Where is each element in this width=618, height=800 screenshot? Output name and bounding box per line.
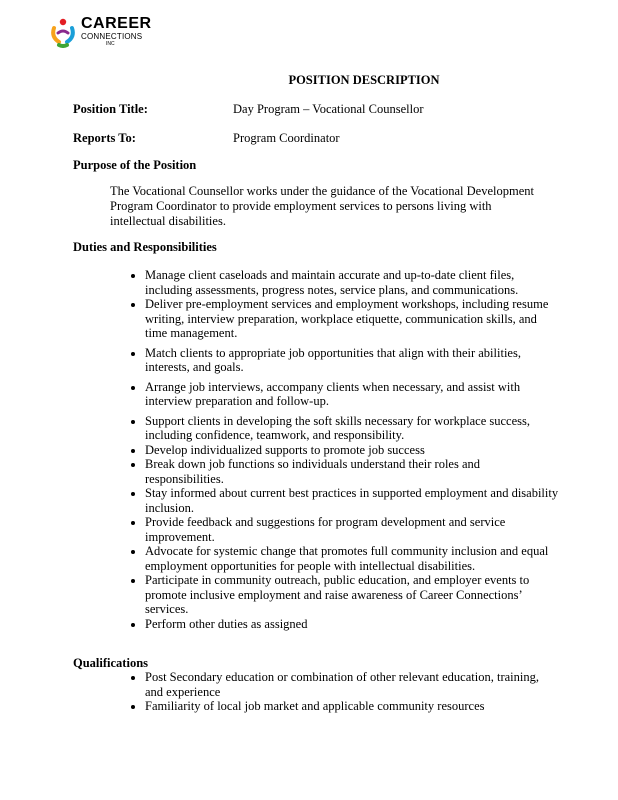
reports-to-value: Program Coordinator [233, 131, 340, 145]
list-item: • Deliver pre-employment services and employment workshops, including resume writing, interview preparation, workplace etiquette, communication skills, and time management. [145, 297, 560, 341]
reports-to-label: Reports To: [73, 131, 136, 145]
position-title-value: Day Program – Vocational Counsellor [233, 102, 424, 116]
document-title: POSITION DESCRIPTION [288, 73, 440, 87]
position-title-label: Position Title: [73, 102, 148, 116]
list-item: • Break down job functions so individuals understand their roles and responsibilities. [145, 457, 560, 486]
qualifications-heading: Qualifications [73, 656, 149, 670]
list-item: • Support clients in developing the soft skills necessary for workplace success, including confidence, teamwork, and responsibility. [145, 414, 560, 443]
list-item: • Provide feedback and suggestions for program development and service improvement. [145, 515, 560, 544]
list-item: • Advocate for systemic change that promotes full community inclusion and equal employment opportunities for people with intellectual disabilities. [145, 544, 560, 573]
logo-suffix: INC [106, 41, 115, 47]
logo-mark-icon [48, 18, 78, 48]
list-item: • Develop individualized supports to promote job success [145, 443, 560, 458]
career-connections-logo [48, 14, 152, 52]
list-item: • Participate in community outreach, public education, and employer events to promote inclusive employment and raise awareness of Career Connections’ services. [145, 573, 560, 617]
list-item: • Arrange job interviews, accompany clients when necessary, and assist with interview preparation and follow-up. [145, 380, 560, 409]
purpose-heading: Purpose of the Position [73, 158, 197, 172]
list-item: • Post Secondary education or combination of other relevant education, training, and experience [145, 670, 560, 699]
list-item: • Familiarity of local job market and applicable community resources [145, 699, 560, 714]
logo-wordmark: CAREER [81, 15, 152, 32]
qualifications-list [110, 670, 560, 714]
logo-subtitle: CONNECTIONS [81, 32, 143, 41]
list-item: • Perform other duties as assigned [145, 617, 560, 632]
list-item: • Manage client caseloads and maintain accurate and up-to-date client files, including assessments, progress notes, service plans, and communications. [145, 268, 560, 297]
duties-heading: Duties and Responsibilities [73, 240, 217, 254]
duties-list [110, 268, 560, 631]
list-item: • Stay informed about current best practices in supported employment and disability inclusion. [145, 486, 560, 515]
list-item: • Match clients to appropriate job opportunities that align with their abilities, interests, and goals. [145, 346, 560, 375]
purpose-text: The Vocational Counsellor works under the guidance of the Vocational Development Program Coordinator to provide employment services to persons living with intellectual disabilities. [110, 184, 534, 228]
